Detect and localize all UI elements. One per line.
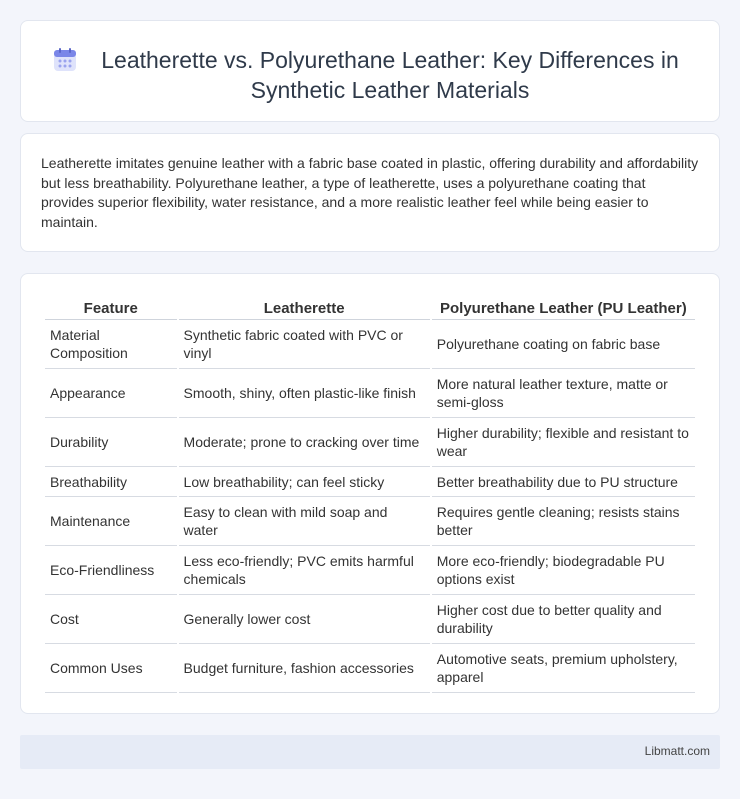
header-leatherette: Leatherette xyxy=(179,294,430,320)
feature-cell: Material Composition xyxy=(45,320,177,369)
feature-cell: Breathability xyxy=(45,467,177,497)
footer-brand-link[interactable]: Libmatt.com xyxy=(644,744,710,758)
pu-cell: Higher durability; flexible and resistant to wear xyxy=(432,418,695,467)
pu-cell: More eco-friendly; biodegradable PU options exist xyxy=(432,546,695,595)
leatherette-cell: Easy to clean with mild soap and water xyxy=(179,497,430,546)
table-row xyxy=(45,546,695,595)
leatherette-cell: Budget furniture, fashion accessories xyxy=(179,644,430,693)
table-row xyxy=(45,467,695,497)
comparison-card xyxy=(20,273,720,714)
leatherette-cell: Synthetic fabric coated with PVC or vinyl xyxy=(179,320,430,369)
leatherette-cell: Less eco-friendly; PVC emits harmful chemicals xyxy=(179,546,430,595)
feature-cell: Eco-Friendliness xyxy=(45,546,177,595)
table-row xyxy=(45,418,695,467)
feature-cell: Cost xyxy=(45,595,177,644)
pu-cell: Requires gentle cleaning; resists stains better xyxy=(432,497,695,546)
table-row xyxy=(45,497,695,546)
pu-cell: Automotive seats, premium upholstery, apparel xyxy=(432,644,695,693)
pu-cell: Better breathability due to PU structure xyxy=(432,467,695,497)
table-row xyxy=(45,320,695,369)
leatherette-cell: Smooth, shiny, often plastic-like finish xyxy=(179,369,430,418)
feature-cell: Durability xyxy=(45,418,177,467)
table-header-row xyxy=(45,294,695,320)
pu-cell: Polyurethane coating on fabric base xyxy=(432,320,695,369)
table-row xyxy=(45,595,695,644)
table-row xyxy=(45,369,695,418)
footer xyxy=(20,735,720,769)
pu-cell: More natural leather texture, matte or semi-gloss xyxy=(432,369,695,418)
header-pu-leather: Polyurethane Leather (PU Leather) xyxy=(432,294,695,320)
feature-cell: Appearance xyxy=(45,369,177,418)
leatherette-cell: Generally lower cost xyxy=(179,595,430,644)
feature-cell: Common Uses xyxy=(45,644,177,693)
intro-card xyxy=(20,133,720,252)
feature-cell: Maintenance xyxy=(45,497,177,546)
header-feature: Feature xyxy=(45,294,177,320)
pu-cell: Higher cost due to better quality and durability xyxy=(432,595,695,644)
table-row xyxy=(45,644,695,693)
intro-paragraph: Leatherette imitates genuine leather with a fabric base coated in plastic, offering durability and affordability but less breathability. Polyurethane leather, a type of leatherette, uses a polyurethane coating that provides superior flexibility, water resistance, and a more realistic leather feel while being easier to maintain. xyxy=(41,155,699,230)
leatherette-cell: Moderate; prone to cracking over time xyxy=(179,418,430,467)
page-title: Leatherette vs. Polyurethane Leather: Key Differences in Synthetic Leather Materials xyxy=(101,47,679,103)
comparison-table xyxy=(43,294,697,693)
leatherette-cell: Low breathability; can feel sticky xyxy=(179,467,430,497)
title-card xyxy=(20,20,720,122)
